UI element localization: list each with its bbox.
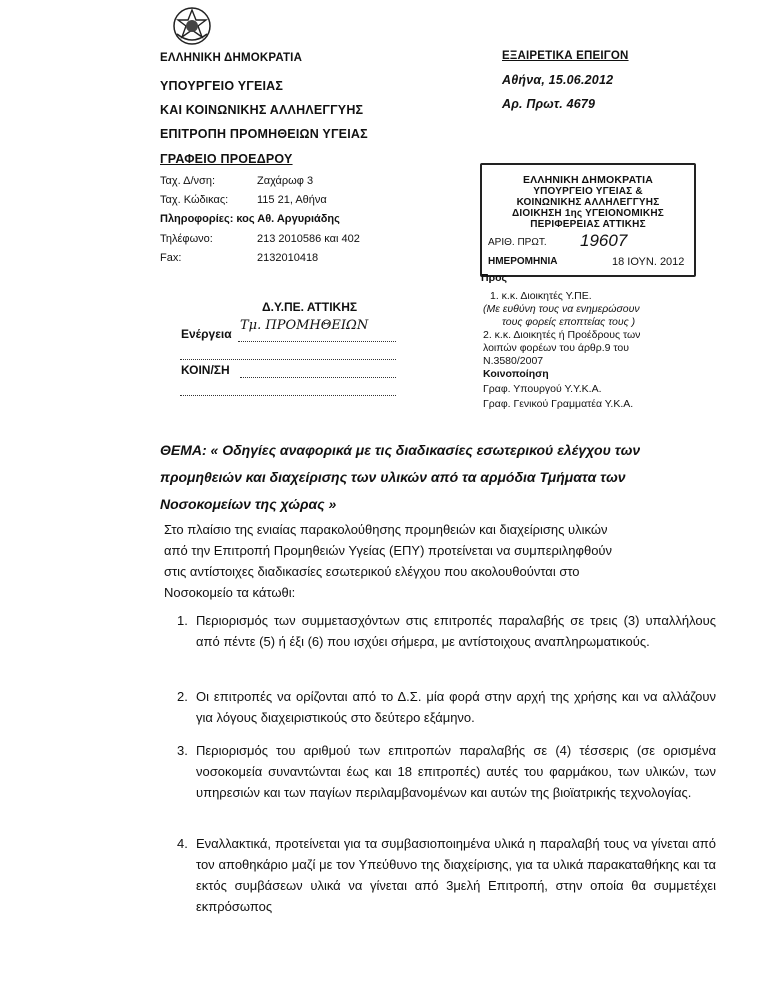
- document-date: Αθήνα, 15.06.2012: [502, 73, 614, 87]
- stamp-line-2: ΥΠΟΥΡΓΕΙΟ ΥΓΕΙΑΣ &: [533, 186, 643, 197]
- registration-stamp: [480, 163, 696, 277]
- routing-blank-line: [180, 359, 396, 360]
- recipient-1-note-a: (Με ευθύνη τους να ενημερώσουν: [483, 303, 640, 315]
- cc-recipient-2: Γραφ. Γενικού Γραμματέα Υ.Κ.Α.: [483, 398, 634, 410]
- list-item-text: Περιορισμός του αριθμού των επιτροπών παραλαβής σε (4) τέσσερις (σε ορισμένα νοσοκομεία συναντώνται έως και 18 επιτροπές) αυτές του φαρμάκου, των υλικών, των υπηρεσιών και των παγίων περιλαμβανομένων και αυτών της βιοϊατρικής τεχνολογίας.: [196, 743, 716, 800]
- stamp-protocol-value: 19607: [580, 231, 628, 250]
- routing-bottom-line: [180, 395, 396, 396]
- cc-recipient-1: Γραφ. Υπουργού Υ.Υ.Κ.Α.: [483, 383, 602, 395]
- phone-label: Τηλέφωνο:: [160, 233, 213, 245]
- protocol-number: Αρ. Πρωτ. 4679: [502, 97, 596, 111]
- list-item: [177, 833, 716, 917]
- intro-line-3: στις αντίστοιχες διαδικασίες εσωτερικού ελέγχου που ακολουθούνται στο: [164, 564, 580, 579]
- stamp-line-4: ΔΙΟΙΚΗΣΗ 1ης ΥΓΕΙΟΝΟΜΙΚΗΣ: [512, 208, 664, 219]
- stamp-date-value: 18 ΙΟΥΝ. 2012: [612, 256, 685, 268]
- fax-value: 2132010418: [257, 252, 319, 264]
- recipient-2: 2. κ.κ. Διοικητές ή Προέδρους των: [483, 329, 641, 341]
- list-item: [177, 740, 716, 803]
- subject-line-3: Νοσοκομείων της χώρας »: [160, 496, 337, 512]
- ministry-line-2: ΚΑΙ ΚΟΙΝΩΝΙΚΗΣ ΑΛΛΗΛΕΓΓΥΗΣ: [160, 103, 364, 117]
- list-item-text: Περιορισμός των συμμετασχόντων στις επιτροπές παραλαβής σε τρεις (3) υπαλλήλους από πέντε (5) ή έξι (6) που ισχύει σήμερα, με αντίστοιχους αναπληρωματικούς.: [196, 613, 716, 649]
- urgency-label: ΕΞΑΙΡΕΤΙΚΑ ΕΠΕΙΓΟΝ: [502, 50, 629, 62]
- stamp-line-5: ΠΕΡΙΦΕΡΕΙΑΣ ΑΤΤΙΚΗΣ: [530, 219, 646, 230]
- address-value: Ζαχάρωφ 3: [257, 175, 314, 187]
- stamp-date-label: ΗΜΕΡΟΜΗΝΙΑ: [488, 256, 558, 267]
- list-item-text: Εναλλακτικά, προτείνεται για τα συμβασιοποιημένα υλικά η παραλαβή τους να γίνεται από τον αποθηκάριο μαζί με τον Υπεύθυνο της διαχείρισης, για τα υλικά παρακαταθήκης και τα εκτός συμβάσεων υλικά να γίνεται από 3μελή Επιτροπή, στην οποία θα συμμετέχει εκπρόσωπος: [196, 836, 716, 914]
- routing-action-value: Τμ. ΠΡΟΜΗΘΕΙΩΝ: [240, 318, 369, 333]
- routing-cc-line: [240, 377, 396, 378]
- list-item: [177, 610, 716, 652]
- recipient-2-c: Ν.3580/2007: [483, 355, 544, 367]
- list-item: [177, 686, 716, 728]
- info-contact: Πληροφορίες: κος Αθ. Αργυριάδης: [160, 213, 340, 225]
- routing-action-line: [238, 341, 396, 342]
- office-name: ΓΡΑΦΕΙΟ ΠΡΟΕΔΡΟΥ: [160, 152, 293, 166]
- stamp-line-3: ΚΟΙΝΩΝΙΚΗΣ ΑΛΛΗΛΕΓΓΥΗΣ: [516, 197, 660, 208]
- recipients-title: Προς: [481, 272, 507, 284]
- phone-value: 213 2010586 και 402: [257, 233, 360, 245]
- list-item-number: 3.: [177, 743, 188, 758]
- subject-line-2: προμηθειών και διαχείρισης των υλικών από τα αρμόδια Τμήματα των: [160, 469, 626, 485]
- intro-line-4: Νοσοκομείο τα κάτωθι:: [164, 585, 296, 600]
- routing-department: Δ.Υ.ΠΕ. ΑΤΤΙΚΗΣ: [262, 300, 358, 314]
- recipient-2-b: λοιπών φορέων του άρθρ.9 του: [483, 342, 630, 354]
- list-item-number: 4.: [177, 836, 188, 851]
- routing-cc-label: ΚΟΙΝ/ΣΗ: [181, 363, 230, 377]
- committee-name: ΕΠΙΤΡΟΠΗ ΠΡΟΜΗΘΕΙΩΝ ΥΓΕΙΑΣ: [160, 127, 368, 141]
- coat-of-arms-emblem: [172, 6, 212, 46]
- stamp-protocol-label: ΑΡΙΘ. ΠΡΩΤ.: [488, 237, 547, 248]
- address-label: Ταχ. Δ/νση:: [160, 175, 216, 187]
- subject-line-1: ΘΕΜΑ: « Οδηγίες αναφορικά με τις διαδικασίες εσωτερικού ελέγχου των: [160, 442, 641, 458]
- list-item-number: 2.: [177, 689, 188, 704]
- postcode-label: Ταχ. Κώδικας:: [160, 194, 229, 206]
- list-item-text: Οι επιτροπές να ορίζονται από το Δ.Σ. μία φορά στην αρχή της χρήσης και να αλλάζουν για λόγους διαχειριστικούς στο δεύτερο εξάμηνο.: [196, 689, 716, 725]
- postcode-value: 115 21, Αθήνα: [257, 194, 327, 206]
- routing-action-label: Ενέργεια: [181, 327, 232, 341]
- intro-line-2: από την Επιτροπή Προμηθειών Υγείας (ΕΠΥ) προτείνεται να συμπεριληφθούν: [164, 543, 613, 558]
- recipient-1-note-b: τους φορείς εποπτείας τους ): [502, 316, 636, 328]
- recipient-1: 1. κ.κ. Διοικητές Υ.ΠΕ.: [490, 290, 592, 302]
- ministry-line-1: ΥΠΟΥΡΓΕΙΟ ΥΓΕΙΑΣ: [160, 79, 284, 93]
- cc-title: Κοινοποίηση: [483, 368, 549, 380]
- list-item-number: 1.: [177, 613, 188, 628]
- fax-label: Fax:: [160, 252, 182, 264]
- intro-line-1: Στο πλαίσιο της ενιαίας παρακολούθησης προμηθειών και διαχείρισης υλικών: [164, 522, 608, 537]
- stamp-line-1: ΕΛΛΗΝΙΚΗ ΔΗΜΟΚΡΑΤΙΑ: [522, 174, 654, 186]
- republic-title: ΕΛΛΗΝΙΚΗ ΔΗΜΟΚΡΑΤΙΑ: [160, 52, 303, 64]
